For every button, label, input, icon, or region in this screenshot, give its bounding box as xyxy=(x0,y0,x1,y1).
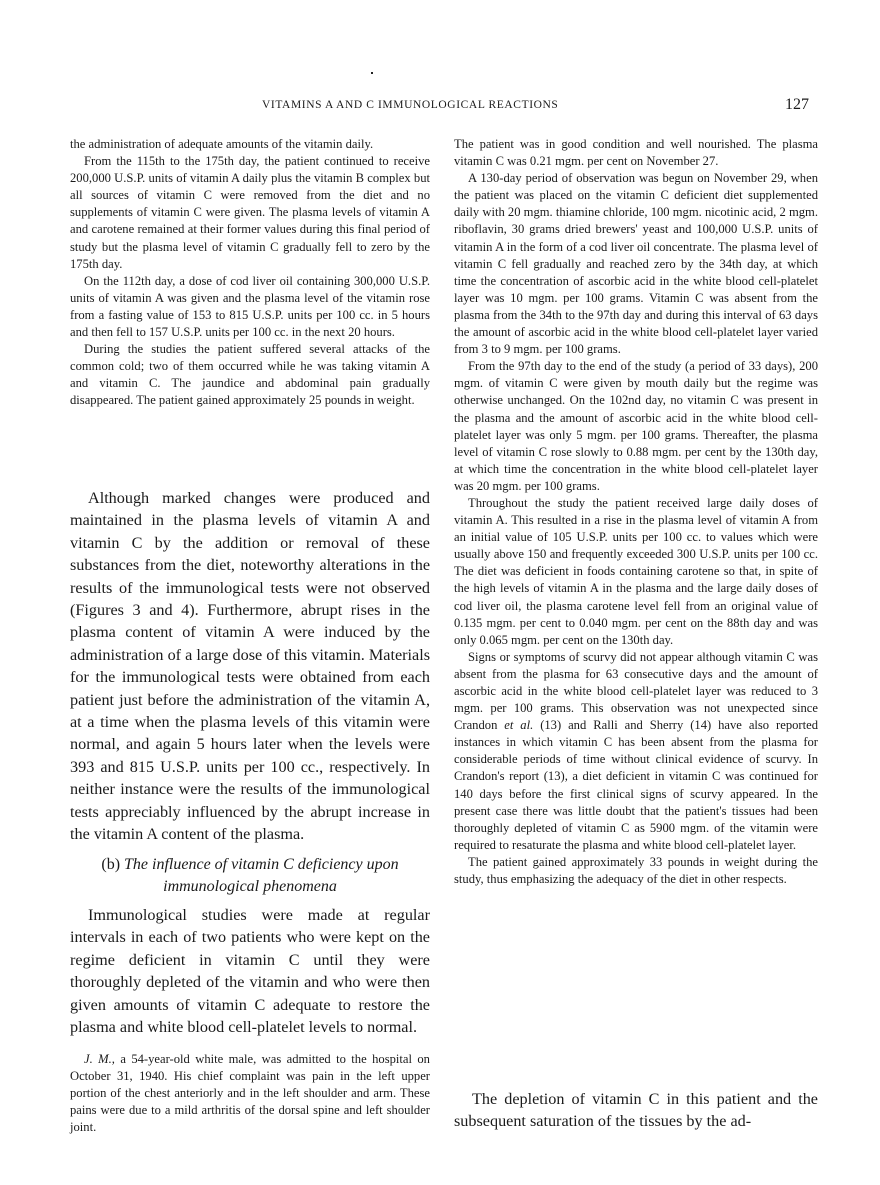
case-report xyxy=(70,1051,430,1136)
right-large-text xyxy=(454,1088,818,1133)
paragraph: J. M., a 54-year-old white male, was admitted to the hospital on October 31, 1940. His chief complaint was pain in the left upper portion of the chest anteriorly and in the left shoulder and arm. These pains were due to a mild arthritis of the dorsal spine and left shoulder joint. xyxy=(70,1052,430,1135)
section-label: (b) xyxy=(101,856,121,873)
paragraph: Immunological studies were made at regular intervals in each of two patients who were kept on the regime deficient in vitamin C until they were thoroughly depleted of the vitamin and who were then given amounts of vitamin C adequate to restore the plasma and white blood cell-platelet levels to normal. xyxy=(70,906,430,1037)
paragraph: From the 115th to the 175th day, the patient continued to receive 200,000 U.S.P. units of vitamin A daily plus the vitamin B complex but all sources of vitamin C were removed from the diet and no supplements of vitamin C were given. The plasma levels of vitamin A and carotene remained at their former values during this final period of study but the plasma level of vitamin C gradually fell to zero by the 175th day. xyxy=(70,154,430,271)
running-header xyxy=(0,97,880,117)
paragraph: The patient was in good condition and well nourished. The plasma vitamin C was 0.21 mgm. per cent on November 27. xyxy=(454,137,818,169)
paragraph: A 130-day period of observation was begun on November 29, when the patient was placed on the vitamin C deficient diet supplemented daily with 20 mgm. thiamine chloride, 100 mgm. nicotinic acid, 2 mgm. riboflavin, 30 grams dried brewers' yeast and 100,000 U.S.P. units of vitamin A in the form of a cod liver oil concentrate. The plasma level of vitamin C fell gradually and reached zero by the 34th day, at which time the concentration of ascorbic acid in the white blood cell-platelet layer was 10 mgm. per 100 grams. Vitamin C was absent from the plasma from the 34th to the 97th day and during this interval of 63 days the amount of ascorbic acid in the white blood cell-platelet layer varied from 3 to 9 mgm. per 100 grams. xyxy=(454,171,818,357)
paragraph: On the 112th day, a dose of cod liver oil containing 300,000 U.S.P. units of vitamin A was given and the plasma level of the vitamin rose from a fasting value of 153 to 815 U.S.P. units per 100 cc. in 5 hours and then fell to 157 U.S.P. units per 100 cc. in the next 20 hours. xyxy=(70,273,430,340)
left-large-text-1 xyxy=(70,487,430,846)
running-title: VITAMINS A AND C IMMUNOLOGICAL REACTIONS xyxy=(262,99,559,111)
paragraph: the administration of adequate amounts of the vitamin daily. xyxy=(70,137,374,151)
paragraph: From the 97th day to the end of the study (a period of 33 days), 200 mgm. of vitamin C were given by mouth daily but the regime was otherwise unchanged. On the 102nd day, no vitamin C was present in the plasma and the amount of ascorbic acid in the white blood cell-platelet layer was only 5 mgm. per 100 grams. Thereafter, the plasma level of vitamin C rose slowly to 0.88 mgm. per cent by the 130th day, at which time the concentration in the white blood cell-platelet layer was 20 mgm. per 100 grams. xyxy=(454,359,818,493)
right-small-text xyxy=(454,136,818,888)
section-title-line2: immunological phenomena xyxy=(163,878,337,895)
paragraph: The patient gained approximately 33 pounds in weight during the study, thus emphasizing the adequacy of the diet in other respects. xyxy=(454,854,818,887)
paragraph: Although marked changes were produced and maintained in the plasma levels of vitamin A and vitamin C by the addition or removal of these substances from the diet, noteworthy alterations in the results of the immunological tests were not observed (Figures 3 and 4). Furthermore, abrupt rises in the plasma content of vitamin A were induced by the administration of a large dose of this vitamin. Materials for the immunological tests were obtained from each patient just before the administration of the vitamin A, at a time when the plasma levels of this vitamin were normal, and again 5 hours later when the levels were 393 and 815 U.S.P. units per 100 cc., respectively. In neither instance were the results of the immunological tests appreciably influenced by the abrupt increase in the vitamin A content of the plasma. xyxy=(70,489,430,844)
paragraph: Throughout the study the patient received large daily doses of vitamin A. This resulted in a rise in the plasma level of vitamin A from an initial value of 105 U.S.P. units per 100 cc. to values which were usually above 150 and frequently exceeded 300 U.S.P. units per 100 cc. The diet was deficient in foods containing carotene so that, in spite of the high levels of vitamin A in the plasma and the large daily doses of cod liver oil, the plasma carotene level fell from an original value of 0.135 mgm. per cent to 0.040 mgm. per cent on the 88th day and was only 0.065 mgm. per cent on the 130th day. xyxy=(454,495,818,647)
page-number: 127 xyxy=(785,96,809,113)
section-title-line1: The influence of vitamin C deficiency upon xyxy=(124,856,399,873)
left-large-text-2 xyxy=(70,904,430,1038)
paragraph: Signs or symptoms of scurvy did not appear although vitamin C was absent from the plasma for 63 consecutive days and the amount of ascorbic acid in the white blood cell-platelet layer was reduced to 3 mgm. per 100 grams. This observation was not unexpected since Crandon et al. (13) and Ralli and Sherry (14) have also reported instances in which vitamin C has been absent from the plasma for considerable periods of time without clinical evidence of scurvy. In Crandon's report (13), a diet deficient in vitamin C was continued for 140 days before the first clinical signs of scurvy appeared. In the present case there was little doubt that the patient's tissues had been thoroughly depleted of vitamin C as 5900 mgm. of the vitamin were required to resaturate the plasma and white blood cell-platelet layer. xyxy=(454,649,818,852)
print-speck xyxy=(371,72,373,74)
left-small-text xyxy=(70,136,430,410)
section-heading xyxy=(70,854,430,898)
paragraph: During the studies the patient suffered several attacks of the common cold; two of them occurred while he was taking vitamin A and vitamin C. The jaundice and abdominal pain gradually disappeared. The patient gained approximately 25 pounds in weight. xyxy=(70,342,430,408)
patient-initials: J. M., xyxy=(84,1052,115,1066)
et-al: et al. xyxy=(504,718,534,733)
paragraph: The depletion of vitamin C in this patient and the subsequent saturation of the tissues by the ad- xyxy=(454,1090,818,1131)
